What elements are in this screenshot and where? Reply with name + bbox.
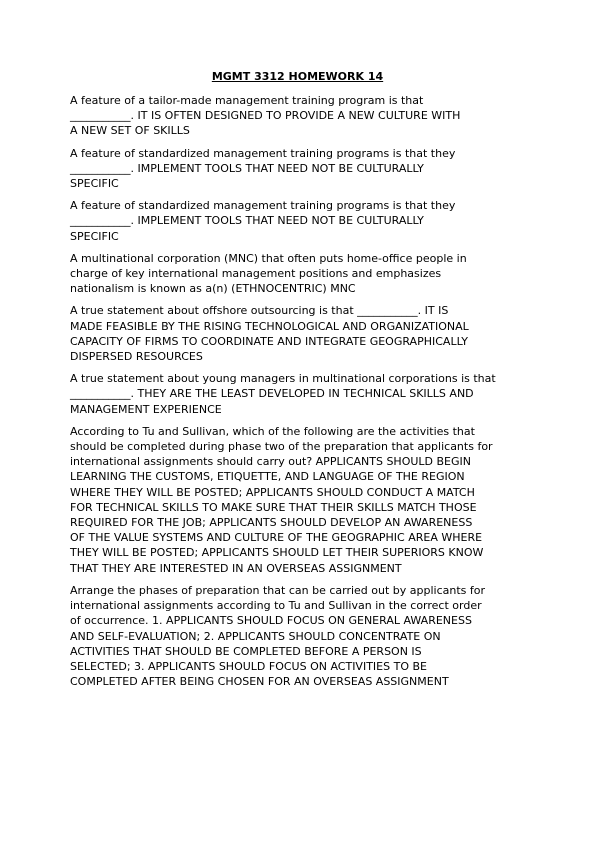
question-paragraph-3: A feature of standardized management training programs is that they ___________. IMPLEMENT TOOLS THAT NEED NOT BE CULTURALLY SPECIFIC bbox=[70, 199, 456, 243]
question-paragraph-2: A feature of standardized management training programs is that they ___________. IMPLEMENT TOOLS THAT NEED NOT BE CULTURALLY SPECIFIC bbox=[70, 146, 456, 191]
question-paragraph-8: Arrange the phases of preparation that can be carried out by applicants for international assignments according to Tu and Sullivan in the correct order of occurrence. 1. APPLICANTS SHOULD FOCUS ON GENERAL AWARENESS AND SELF-EVALUATION; 2. APPLICANTS SHOULD CONCENTRATE ON ACTIVITIES THAT SHOULD BE COMPLETED BEFORE A PERSON IS SELECTED; 3. APPLICANTS SHOULD FOCUS ON ACTIVITIES TO BE COMPLETED AFTER BEING CHOSEN FOR AN OVERSEAS ASSIGNMENT bbox=[70, 583, 486, 689]
question-paragraph-4: A multinational corporation (MNC) that often puts home-office people in charge of key international management positions and emphasizes nationalism is known as a(n) (ETHNOCENTRIC) MNC bbox=[70, 251, 467, 296]
question-paragraph-7: According to Tu and Sullivan, which of the following are the activities that should be completed during phase two of the preparation that applicants for international assignments should carry out? APPLICANTS SHOULD BEGIN LEARNING THE CUSTOMS, ETIQUETTE, AND LANGUAGE OF THE REGION WHERE THEY WILL BE POSTED; APPLICANTS SHOULD CONDUCT A MATCH FOR TECHNICAL SKILLS TO MAKE SURE THAT THEIR SKILLS MATCH THOSE REQUIRED FOR THE JOB; APPLICANTS SHOULD DEVELOP AN AWARENESS OF THE VALUE SYSTEMS AND CULTURE OF THE GEOGRAPHIC AREA WHERE THEY WILL BE POSTED; APPLICANTS SHOULD LET THEIR SUPERIORS KNOW THAT THEY ARE INTERESTED IN AN OVERSEAS ASSIGNMENT bbox=[70, 424, 493, 575]
question-paragraph-5: A true statement about offshore outsourcing is that ___________. IT IS MADE FEASIBLE BY THE RISING TECHNOLOGICAL AND ORGANIZATIONAL CAPACITY OF FIRMS TO COORDINATE AND INTEGRATE GEOGRAPHICALLY DISPERSED RESOURCES bbox=[70, 304, 469, 364]
question-paragraph-6: A true statement about young managers in multinational corporations is that ___________. THEY ARE THE LEAST DEVELOPED IN TECHNICAL SKILLS AND MANAGEMENT EXPERIENCE bbox=[70, 372, 496, 416]
document-title: MGMT 3312 HOMEWORK 14 bbox=[211, 70, 384, 83]
document-body bbox=[70, 93, 530, 696]
question-paragraph-1: A feature of a tailor-made management training program is that ___________. IT IS OFTEN DESIGNED TO PROVIDE A NEW CULTURE WITH A NEW SET OF SKILLS bbox=[70, 94, 461, 138]
